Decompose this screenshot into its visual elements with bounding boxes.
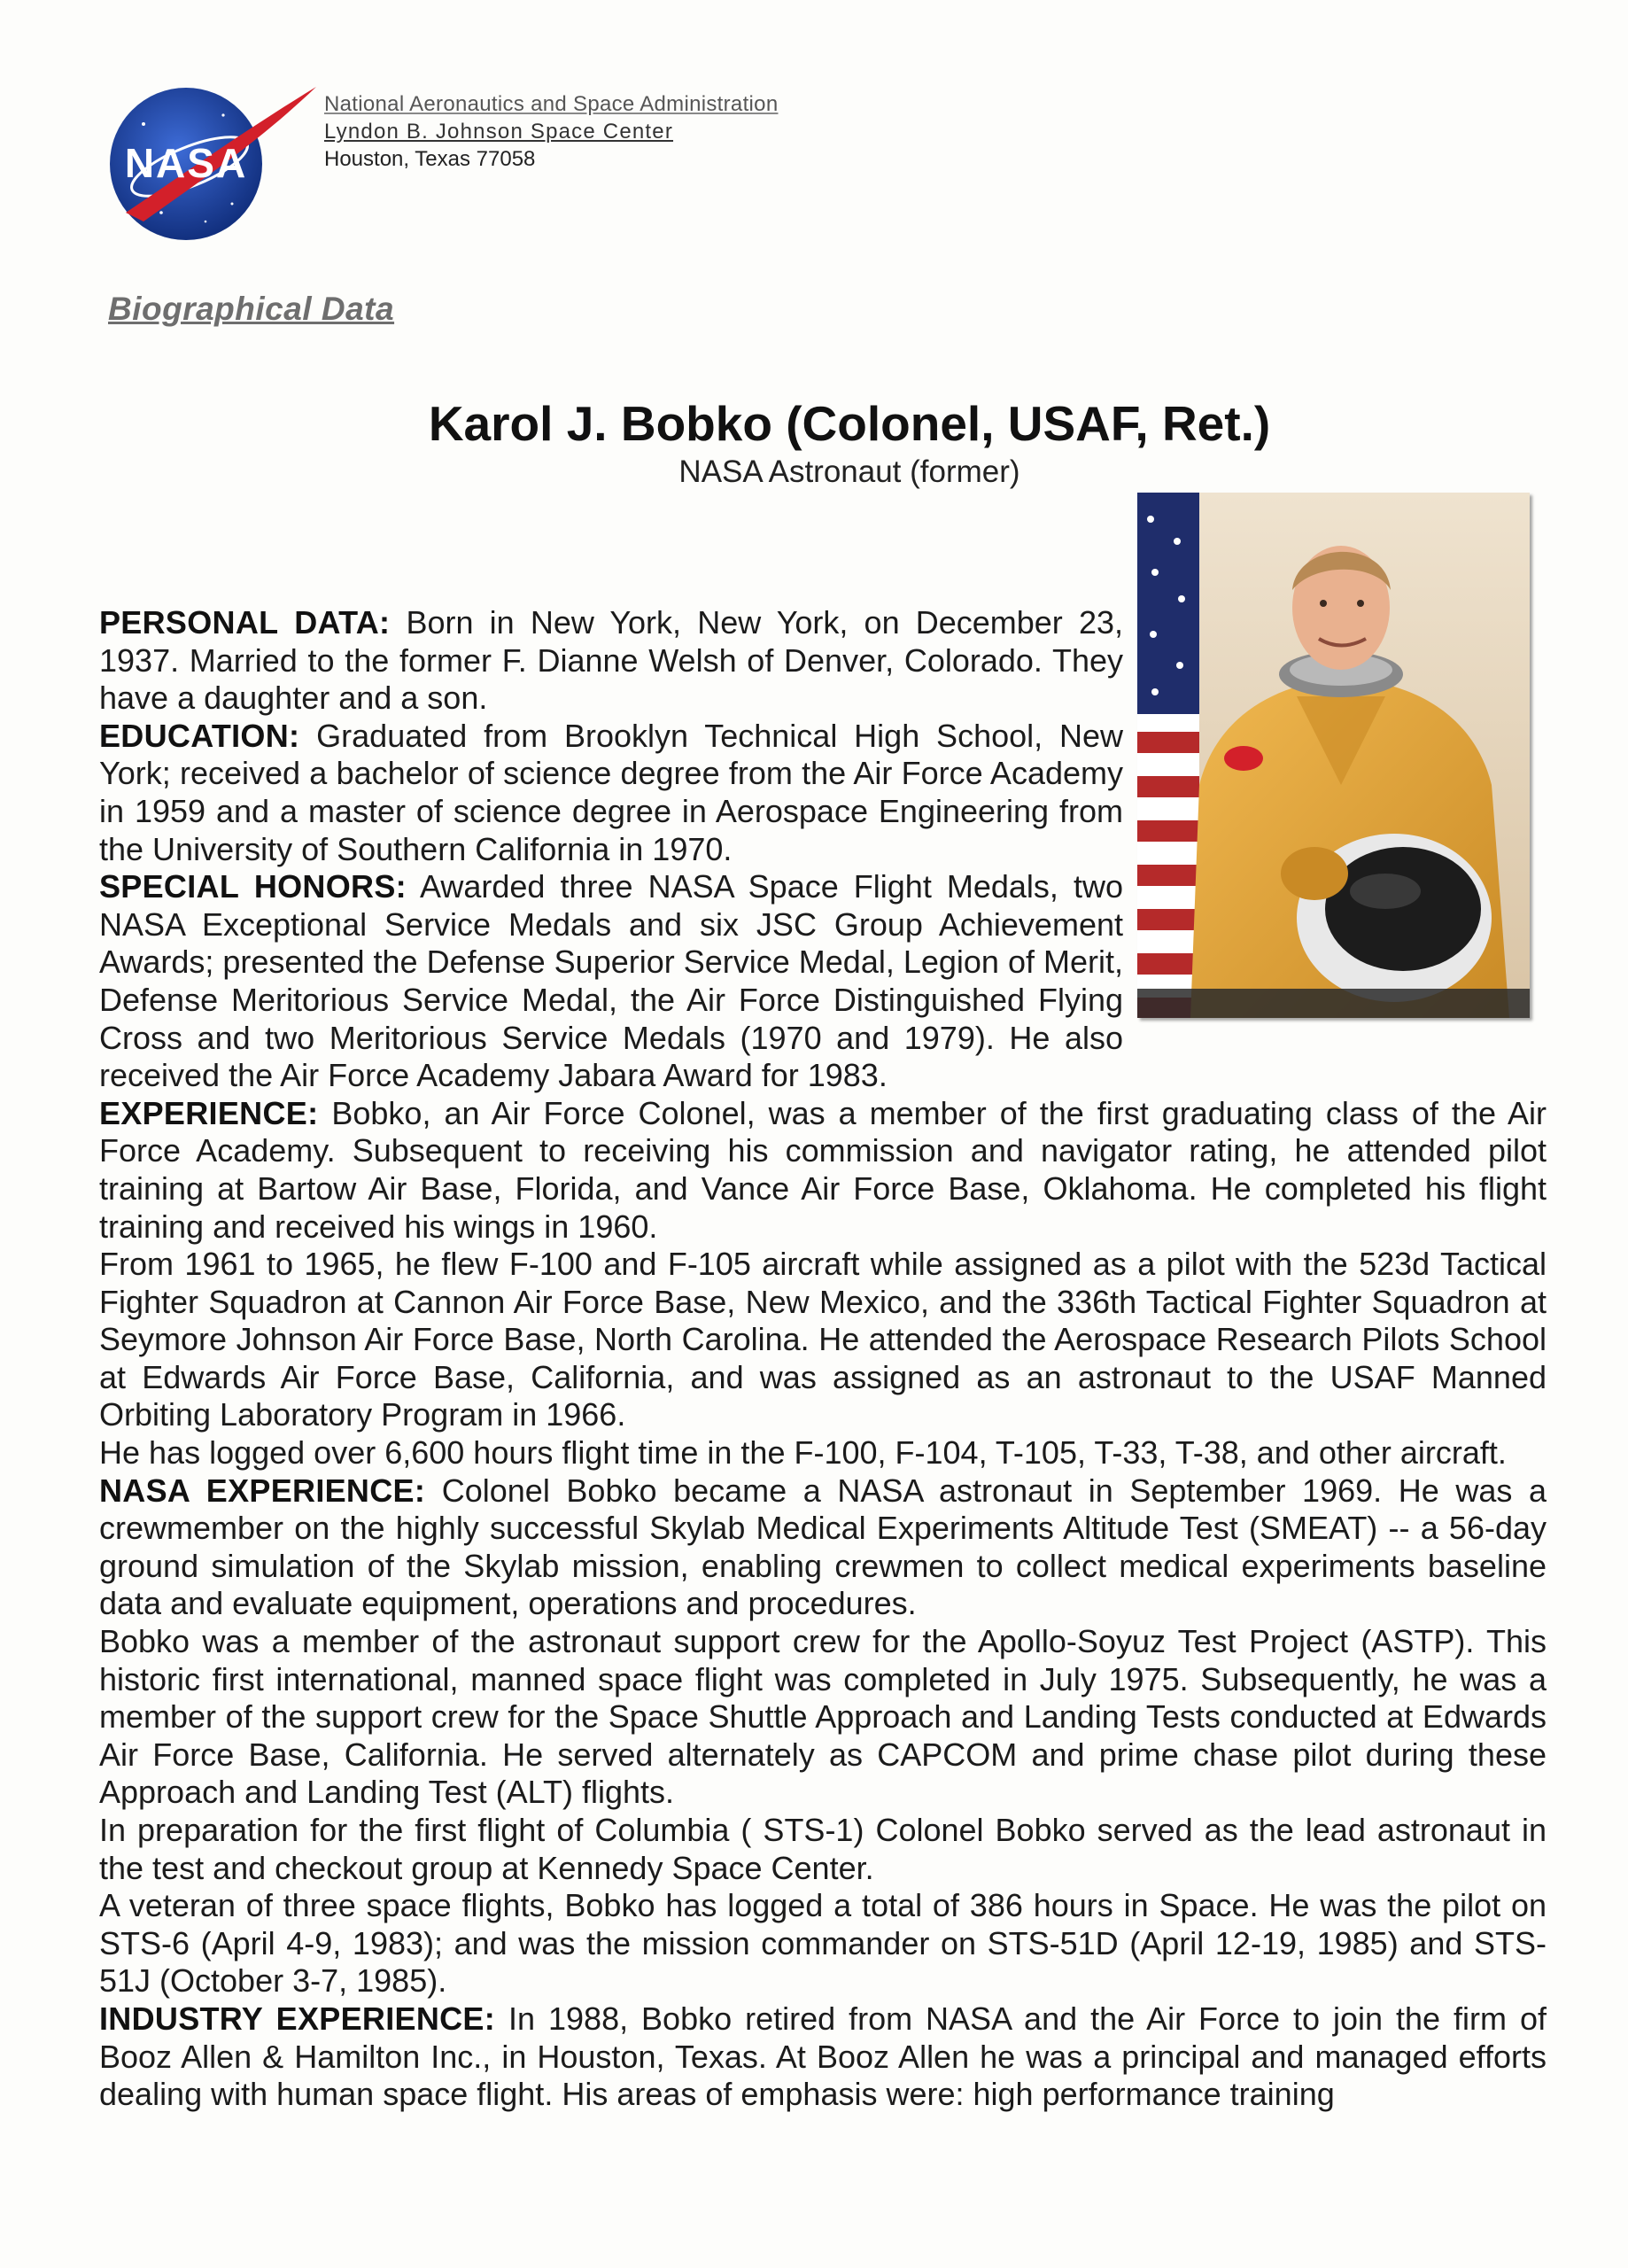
center-address: Houston, Texas 77058	[324, 147, 536, 171]
personal-data-paragraph: PERSONAL DATA: Born in New York, New York, on December 23, 1937. Married to the former F. Dianne Welsh of Denver, Colorado. They have a daughter and a son.	[99, 604, 1123, 717]
nasa-experience-paragraph-2: Bobko was a member of the astronaut support crew for the Apollo-Soyuz Test Project (ASTP). This historic first international, manned space flight was completed in July 1975. Subsequently, he was a member of the support crew for the Space Shuttle Approach and Landing Tests conducted at Edwards Air Force Base, California. He served alternately as CAPCOM and prime chase pilot during these Approach and Landing Test (ALT) flights.	[99, 1623, 1547, 1811]
nasa-experience-heading: NASA EXPERIENCE:	[99, 1472, 426, 1509]
svg-text:NASA: NASA	[124, 140, 248, 186]
experience-paragraph: EXPERIENCE: Bobko, an Air Force Colonel, was a member of the first graduating class of the Air Force Academy. Subsequent to receiving his commission and navigator rating, he attended pilot training at Bartow Air Base, Florida, and Vance Air Force Base, Oklahoma. He completed his flight training and received his wings in 1960.	[99, 1094, 1547, 1245]
letterhead	[324, 90, 778, 173]
nasa-experience-paragraph: NASA EXPERIENCE: Colonel Bobko became a NASA astronaut in September 1969. He was a crewmember on the highly successful Skylab Medical Experiments Altitude Test (SMEAT) -- a 56-day ground simulation of the Skylab mission, enabling crewmen to collect medical experiments baseline data and evaluate equipment, operations and procedures.	[99, 1472, 1547, 1622]
education-heading: EDUCATION:	[99, 717, 300, 754]
industry-experience-paragraph: INDUSTRY EXPERIENCE: In 1988, Bobko retired from NASA and the Air Force to join the firm of Booz Allen & Hamilton Inc., in Houston, Texas. At Booz Allen he was a principal and managed efforts dealing with human space flight. His areas of emphasis were: high performance training	[99, 2000, 1547, 2113]
experience-paragraph-3: He has logged over 6,600 hours flight time in the F-100, F-104, T-105, T-33, T-38, and other aircraft.	[99, 1434, 1507, 1472]
experience-heading: EXPERIENCE:	[99, 1094, 319, 1131]
education-paragraph: EDUCATION: Graduated from Brooklyn Technical High School, New York; received a bachelor of science degree from the Air Force Academy in 1959 and a master of science degree in Aerospace Engineering from the University of Southern California in 1970.	[99, 717, 1123, 867]
agency-name: National Aeronautics and Space Administration	[324, 92, 779, 116]
center-name: Lyndon B. Johnson Space Center	[324, 120, 674, 144]
experience-paragraph-2: From 1961 to 1965, he flew F-100 and F-105 aircraft while assigned as a pilot with the 523d Tactical Fighter Squadron at Cannon Air Force Base, New Mexico, and the 336th Tactical Fighter Squadron at Seymore Johnson Air Force Base, North Carolina. He attended the Aerospace Research Pilots School at Edwards Air Force Base, California, and was assigned as an astronaut to the USAF Manned Orbiting Laboratory Program in 1966.	[99, 1246, 1547, 1433]
special-honors-paragraph: SPECIAL HONORS: Awarded three NASA Space Flight Medals, two NASA Exceptional Service Medals and six JSC Group Achievement Awards; presented the Defense Superior Service Medal, Legion of Merit, Defense Meritorious Service Medal, the Air Force Distinguished Flying Cross and two Meritorious Service Medals (1970 and 1979). He also received the Air Force Academy Jabara Award for 1983.	[99, 868, 1123, 1094]
nasa-logo-icon	[108, 80, 321, 248]
biography-body	[99, 604, 1547, 2114]
nasa-experience-paragraph-3: In preparation for the first flight of Columbia ( STS-1) Colonel Bobko served as the lead astronaut in the test and checkout group at Kennedy Space Center.	[99, 1812, 1547, 1886]
page-title: Karol J. Bobko (Colonel, USAF, Ret.)	[428, 396, 1271, 451]
section-tag: Biographical Data	[108, 291, 395, 327]
page-subtitle: NASA Astronaut (former)	[678, 454, 1020, 489]
nasa-experience-paragraph-4: A veteran of three space flights, Bobko has logged a total of 386 hours in Space. He was the pilot on STS-6 (April 4-9, 1983); and was the mission commander on STS-51D (April 12-19, 1985) and STS-51J (October 3-7, 1985).	[99, 1887, 1547, 2000]
personal-data-heading: PERSONAL DATA:	[99, 604, 391, 641]
special-honors-heading: SPECIAL HONORS:	[99, 868, 407, 905]
industry-experience-heading: INDUSTRY EXPERIENCE:	[99, 2000, 496, 2037]
